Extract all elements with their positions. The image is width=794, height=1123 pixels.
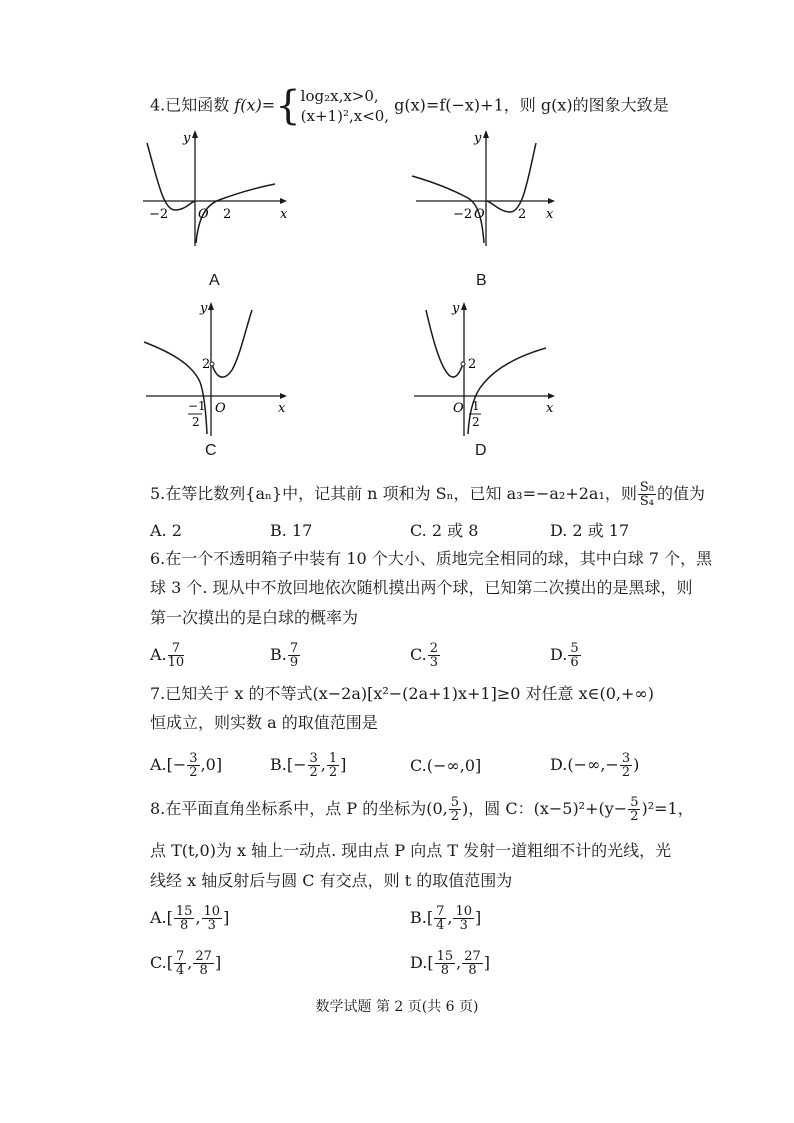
- graph-d-open-point: [461, 362, 465, 366]
- q8-line-1: 8.在平面直角坐标系中，点 P 的坐标为(0, $\frac{5}{2}$ )，圆 C：(x−5)²+(y− $\frac{5}{2}$ )²=1，: [150, 795, 694, 824]
- q8-option-c: C.[ $\frac{7}{4}$ , $\frac{27}{8}$ ]: [150, 949, 222, 978]
- q7-line-2: 恒成立，则实数 a 的取值范围是: [150, 713, 378, 732]
- q6-option-c: C. $\frac{2}{3}$: [410, 641, 439, 670]
- graph-a-letter: A: [209, 272, 220, 289]
- graph-c: [140, 298, 300, 438]
- graph-c-origin: O: [215, 401, 226, 416]
- graph-d-left-curve: [426, 310, 463, 377]
- graph-b-y-label: y: [474, 131, 482, 146]
- q7-line-1: 7.已知关于 x 的不等式(x−2a)[x²−(2a+1)x+1]≥0 对任意 x∈(0,+∞): [150, 684, 654, 703]
- graph-c-tick-2: 2: [202, 357, 211, 372]
- graph-b-letter: B: [476, 272, 487, 289]
- q8-line-2: 点 T(t,0)为 x 轴上一动点. 现由点 P 向点 T 发射一道粗细不计的光线，光: [150, 841, 672, 860]
- graph-c-tick-num: −1: [188, 399, 206, 413]
- q7-option-c: C.(−∞,0]: [410, 756, 482, 775]
- graph-b: [408, 128, 568, 248]
- graph-a-y-label: y: [183, 131, 191, 146]
- q8-line-3: 线经 x 轴反射后与圆 C 有交点，则 t 的取值范围为: [150, 871, 513, 890]
- graph-c-letter: C: [205, 442, 217, 459]
- graph-d-letter: D: [475, 442, 487, 459]
- q4-piece-1: log₂x,x>0,: [300, 87, 379, 105]
- graph-c-open-point: [210, 362, 214, 366]
- graph-d-y-label: y: [452, 301, 460, 316]
- graph-b-x-label: x: [546, 207, 554, 222]
- graph-a-tick-neg2: −2: [149, 207, 169, 222]
- q6-option-b: B. $\frac{7}{9}$: [270, 641, 299, 670]
- q5-option-b: B. 17: [270, 521, 313, 540]
- q6-option-d: D. $\frac{5}{6}$: [550, 641, 579, 670]
- q6-line-3: 第一次摸出的是白球的概率为: [150, 608, 359, 627]
- q4-piece-2: (x+1)²,x<0,: [300, 107, 390, 125]
- q4-stem-a: 已知函数: [165, 95, 230, 115]
- graph-a-x-label: x: [280, 207, 288, 222]
- q4-func: f(x)=: [234, 95, 276, 115]
- q8-option-b: B.[ $\frac{7}{4}$ , $\frac{10}{3}$ ]: [410, 904, 482, 933]
- graph-d-tick-2: 2: [468, 357, 477, 372]
- graph-d-tick-den: 2: [472, 415, 480, 429]
- graph-b-tick-neg2: −2: [453, 207, 473, 222]
- graph-c-y-label: y: [200, 301, 208, 316]
- q5-stem: [150, 481, 705, 508]
- page-footer: 数学试题 第 2 页(共 6 页): [315, 999, 479, 1015]
- q5-option-c: C. 2 或 8: [410, 521, 479, 540]
- graph-a: [135, 128, 295, 248]
- q4-number: 4.: [150, 95, 166, 115]
- graph-a-origin: O: [198, 207, 209, 222]
- q4-stem-b: g(x)=f(−x)+1，则 g(x)的图象大致是: [394, 95, 669, 115]
- graph-c-right-curve: [212, 310, 252, 377]
- q8-option-a: A.[ $\frac{15}{8}$ , $\frac{10}{3}$ ]: [150, 904, 230, 933]
- q4-stem: [150, 83, 669, 129]
- graph-c-x-label: x: [278, 401, 286, 416]
- q5-stem-text: 5.在等比数列{aₙ}中，记其前 n 项和为 Sₙ，已知 a₃=−a₂+2a₁，则: [150, 484, 637, 503]
- q5-option-d: D. 2 或 17: [550, 521, 630, 540]
- q8-option-d: D.[ $\frac{15}{8}$ , $\frac{27}{8}$ ]: [410, 949, 491, 978]
- q6-option-a: A. $\frac{7}{10}$: [150, 641, 185, 670]
- q7-option-d: D.(−∞,− $\frac{3}{2}$ ): [550, 751, 640, 780]
- graph-a-left-curve: [147, 143, 195, 210]
- graph-c-tick-den: 2: [192, 415, 200, 429]
- graph-b-tick-2: 2: [518, 207, 527, 222]
- graph-b-origin: O: [474, 207, 485, 222]
- q4-pieces: [301, 86, 389, 126]
- q5-fraction: $\frac{\text{S₈}}{\text{S₄}}$: [639, 480, 655, 509]
- graph-d-x-label: x: [546, 401, 554, 416]
- q6-line-1: 6.在一个不透明箱子中装有 10 个大小、质地完全相同的球，其中白球 7 个，黑: [150, 549, 713, 568]
- graph-d-right-curve: [468, 348, 546, 434]
- q6-line-2: 球 3 个. 现从中不放回地依次随机摸出两个球，已知第二次摸出的是黑球，则: [150, 578, 693, 597]
- graph-d: [408, 298, 568, 438]
- graph-a-tick-2: 2: [223, 207, 232, 222]
- q7-option-b: B.[− $\frac{3}{2}$ , $\frac{1}{2}$ ]: [270, 751, 347, 780]
- q4-brace: {: [275, 83, 301, 129]
- graph-d-origin: O: [453, 401, 464, 416]
- q7-option-a: A.[− $\frac{3}{2}$ ,0]: [150, 751, 223, 780]
- graph-d-tick-num: 1: [472, 399, 480, 413]
- q5-stem-end: 的值为: [657, 484, 706, 503]
- q5-option-a: A. 2: [150, 521, 182, 540]
